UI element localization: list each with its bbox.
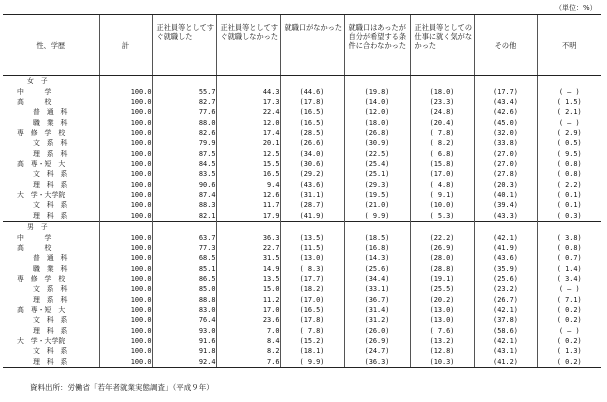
cell-c5: (22.2) [410, 232, 474, 242]
cell-c7: ( 0.7) [537, 253, 601, 263]
row-label: 文 系 科 [33, 139, 68, 148]
cell-total: 100.0 [99, 357, 152, 368]
table-row [3, 200, 601, 210]
cell-c4: (21.0) [344, 200, 410, 210]
cell-total [99, 221, 152, 232]
cell-c6: (45.0) [474, 117, 537, 127]
cell-c5: (25.5) [410, 284, 474, 294]
header-no-intention: 正社員等としての仕事に就く気がなかった [410, 15, 474, 76]
cell-c7: ( 3.4) [537, 274, 601, 284]
cell-c1: 88.0 [152, 117, 216, 127]
cell-c7: ( 2.1) [537, 107, 601, 117]
cell-c4: (22.5) [344, 148, 410, 158]
cell-c6: (39.4) [474, 200, 537, 210]
cell-c2 [216, 221, 280, 232]
cell-c7: ( 0.2) [537, 315, 601, 325]
cell-c2 [216, 76, 280, 87]
cell-total: 100.0 [99, 336, 152, 346]
cell-c3: (13.0) [280, 253, 344, 263]
cell-c6 [474, 221, 537, 232]
cell-c7: ( 0.1) [537, 200, 601, 210]
cell-c3: (41.9) [280, 211, 344, 222]
cell-c5: (20.2) [410, 294, 474, 304]
cell-c6 [474, 76, 537, 87]
cell-c6: (26.7) [474, 294, 537, 304]
cell-c1: 84.5 [152, 159, 216, 169]
cell-c1: 77.3 [152, 243, 216, 253]
row-label: 文 科 系 [33, 201, 68, 210]
cell-c3: (11.5) [280, 243, 344, 253]
table-row [3, 232, 601, 242]
cell-c3: ( 8.3) [280, 263, 344, 273]
header-conditions-mismatch: 就職口はあったが自分が希望する条件に合わなかった [344, 15, 410, 76]
row-label: 普 通 科 [33, 254, 68, 263]
row-label: 理 系 科 [33, 149, 68, 158]
cell-c6: (40.1) [474, 190, 537, 200]
cell-c3: (13.5) [280, 232, 344, 242]
cell-c3 [280, 76, 344, 87]
cell-c4: (14.3) [344, 253, 410, 263]
row-label: 理 科 系 [33, 211, 68, 220]
cell-c5 [410, 221, 474, 232]
cell-c2: 15.5 [216, 159, 280, 169]
cell-c5: (23.3) [410, 97, 474, 107]
cell-c5: (18.0) [410, 86, 474, 96]
cell-c4 [344, 76, 410, 87]
cell-c3: (28.7) [280, 200, 344, 210]
row-label: 職 業 科 [33, 264, 68, 273]
cell-c6: (43.3) [474, 211, 537, 222]
cell-c3: (34.0) [280, 148, 344, 158]
cell-c2: 11.2 [216, 294, 280, 304]
cell-c6: (33.8) [474, 138, 537, 148]
cell-c2: 12.5 [216, 148, 280, 158]
cell-c4: (36.7) [344, 294, 410, 304]
cell-c4 [344, 221, 410, 232]
cell-c5 [410, 76, 474, 87]
cell-c2: 17.3 [216, 97, 280, 107]
table-row [3, 305, 601, 315]
row-label: 高 専・短 大 [17, 160, 66, 168]
cell-c6: (17.7) [474, 86, 537, 96]
row-label: 専 修 学 校 [17, 274, 66, 283]
row-label: 文 系 科 [33, 285, 68, 294]
cell-c4: (26.0) [344, 325, 410, 335]
cell-c4: (16.8) [344, 243, 410, 253]
row-label: 職 業 科 [33, 118, 68, 127]
cell-c2: 23.6 [216, 315, 280, 325]
cell-c2: 20.1 [216, 138, 280, 148]
cell-c2: 12.6 [216, 190, 280, 200]
cell-c3: (18.1) [280, 346, 344, 356]
cell-c4: (18.5) [344, 232, 410, 242]
cell-c1: 82.6 [152, 128, 216, 138]
cell-c7: ( 0.3) [537, 211, 601, 222]
cell-c7 [537, 221, 601, 232]
table-row [3, 128, 601, 138]
cell-c5: (13.0) [410, 305, 474, 315]
row-label: 文 科 系 [33, 170, 68, 179]
table-row [3, 325, 601, 335]
cell-c1: 82.7 [152, 97, 216, 107]
row-label: 理 科 系 [33, 180, 68, 189]
table-row [3, 169, 601, 179]
cell-c4: (19.5) [344, 190, 410, 200]
cell-c5: (24.8) [410, 107, 474, 117]
cell-c4: (19.8) [344, 86, 410, 96]
cell-total: 100.0 [99, 253, 152, 263]
cell-c7 [537, 76, 601, 87]
header-hired-immediately: 正社員等としてすぐ就職した [152, 15, 216, 76]
cell-c5: (17.0) [410, 169, 474, 179]
cell-c6: (27.8) [474, 169, 537, 179]
cell-c1: 63.7 [152, 232, 216, 242]
cell-c1: 88.3 [152, 200, 216, 210]
table-row [3, 97, 601, 107]
cell-c1: 55.7 [152, 86, 216, 96]
row-label: 高 専・短 大 [17, 305, 66, 314]
header-no-openings: 就職口がなかった [280, 15, 344, 76]
cell-c7: ( ― ) [537, 86, 601, 96]
header-row [3, 15, 601, 76]
row-label: 普 通 科 [33, 108, 68, 117]
cell-total [99, 76, 152, 87]
cell-total: 100.0 [99, 325, 152, 335]
cell-c3: (17.7) [280, 274, 344, 284]
cell-c3: (17.8) [280, 315, 344, 325]
table-row [3, 180, 601, 190]
cell-c2: 8.2 [216, 346, 280, 356]
cell-c7: ( ― ) [537, 117, 601, 127]
cell-c3: (31.1) [280, 190, 344, 200]
cell-c6: (37.8) [474, 315, 537, 325]
cell-c4: (33.1) [344, 284, 410, 294]
cell-c2: 17.0 [216, 305, 280, 315]
cell-c2: 17.4 [216, 128, 280, 138]
table-row [3, 211, 601, 222]
cell-c4: (30.9) [344, 138, 410, 148]
row-label: 中 学 [17, 233, 52, 242]
cell-c7: ( ― ) [537, 325, 601, 335]
cell-c2: 9.4 [216, 180, 280, 190]
cell-c5: (10.3) [410, 357, 474, 368]
cell-c4: (36.3) [344, 357, 410, 368]
cell-c6: (20.3) [474, 180, 537, 190]
cell-c4: (26.9) [344, 336, 410, 346]
row-label: 文 科 系 [33, 316, 68, 325]
cell-c3: (43.6) [280, 180, 344, 190]
cell-c1: 77.6 [152, 107, 216, 117]
cell-c4: (34.4) [344, 274, 410, 284]
cell-total: 100.0 [99, 284, 152, 294]
cell-c7: ( 0.8) [537, 159, 601, 169]
table-row [3, 86, 601, 96]
employment-status-table [3, 14, 601, 368]
cell-total: 100.0 [99, 200, 152, 210]
cell-c5: ( 4.8) [410, 180, 474, 190]
cell-total: 100.0 [99, 128, 152, 138]
cell-c6: (43.1) [474, 346, 537, 356]
cell-c4: (26.8) [344, 128, 410, 138]
cell-c3: (17.0) [280, 294, 344, 304]
cell-c6: (27.0) [474, 148, 537, 158]
cell-c7: ( 1.3) [537, 346, 601, 356]
cell-c4: (31.2) [344, 315, 410, 325]
cell-c3: (15.2) [280, 336, 344, 346]
cell-c7: ( 2.2) [537, 180, 601, 190]
row-label: 高 校 [17, 97, 52, 106]
cell-c6: (32.0) [474, 128, 537, 138]
cell-c7: ( 9.5) [537, 148, 601, 158]
cell-c4: (12.0) [344, 107, 410, 117]
cell-total: 100.0 [99, 86, 152, 96]
row-label: 大 学・大学院 [17, 191, 66, 200]
cell-c5: ( 8.2) [410, 138, 474, 148]
cell-total: 100.0 [99, 138, 152, 148]
cell-c1: 83.0 [152, 305, 216, 315]
table-row [3, 159, 601, 169]
table-body [3, 76, 601, 368]
table-row [3, 138, 601, 148]
cell-c7: ( 0.2) [537, 357, 601, 368]
cell-c3: ( 9.9) [280, 357, 344, 368]
cell-c7: ( ― ) [537, 284, 601, 294]
row-label: 高 校 [17, 243, 52, 252]
table-row [3, 253, 601, 263]
cell-c6: (42.6) [474, 107, 537, 117]
cell-c2: 36.3 [216, 232, 280, 242]
cell-c6: (25.6) [474, 274, 537, 284]
cell-c7: ( 1.4) [537, 263, 601, 273]
cell-c1: 88.8 [152, 294, 216, 304]
cell-c4: (25.6) [344, 263, 410, 273]
cell-c6: (42.1) [474, 336, 537, 346]
cell-c1: 68.5 [152, 253, 216, 263]
cell-c5: (19.1) [410, 274, 474, 284]
cell-c2: 7.0 [216, 325, 280, 335]
cell-c2: 7.6 [216, 357, 280, 368]
cell-c2: 11.7 [216, 200, 280, 210]
cell-c5: (28.0) [410, 253, 474, 263]
table-row [3, 336, 601, 346]
cell-total: 100.0 [99, 315, 152, 325]
cell-c5: (26.9) [410, 243, 474, 253]
cell-total: 100.0 [99, 243, 152, 253]
cell-c2: 44.3 [216, 86, 280, 96]
cell-c5: ( 7.6) [410, 325, 474, 335]
table-row [3, 148, 601, 158]
cell-c5: (20.4) [410, 117, 474, 127]
cell-c6: (23.2) [474, 284, 537, 294]
cell-c1: 79.9 [152, 138, 216, 148]
header-other: その他 [474, 15, 537, 76]
cell-c7: ( 1.5) [537, 97, 601, 107]
cell-c1 [152, 221, 216, 232]
cell-c1: 85.0 [152, 284, 216, 294]
row-label: 専 修 学 校 [17, 128, 66, 137]
cell-c2: 8.4 [216, 336, 280, 346]
cell-c2: 14.9 [216, 263, 280, 273]
header-unknown: 不明 [537, 15, 601, 76]
cell-c1: 82.1 [152, 211, 216, 222]
cell-c3: (18.2) [280, 284, 344, 294]
row-label: 理 科 系 [33, 326, 68, 335]
cell-c7: ( 0.1) [537, 190, 601, 200]
cell-c2: 22.7 [216, 243, 280, 253]
cell-c4: (29.3) [344, 180, 410, 190]
cell-total: 100.0 [99, 180, 152, 190]
header-category: 性、学歴 [3, 15, 99, 76]
cell-c1: 85.1 [152, 263, 216, 273]
cell-c7: ( 0.2) [537, 305, 601, 315]
cell-c5: (15.8) [410, 159, 474, 169]
cell-total: 100.0 [99, 190, 152, 200]
cell-total: 100.0 [99, 305, 152, 315]
row-label: 文 科 系 [33, 347, 68, 356]
cell-c4: ( 9.9) [344, 211, 410, 222]
cell-c5: (10.0) [410, 200, 474, 210]
cell-c4: (14.0) [344, 97, 410, 107]
cell-c5: (13.0) [410, 315, 474, 325]
cell-c2: 13.5 [216, 274, 280, 284]
cell-c3: (30.6) [280, 159, 344, 169]
cell-c1: 76.4 [152, 315, 216, 325]
cell-total: 100.0 [99, 232, 152, 242]
table-row [3, 107, 601, 117]
cell-c7: ( 0.5) [537, 138, 601, 148]
cell-c6: (42.1) [474, 305, 537, 315]
cell-c2: 22.4 [216, 107, 280, 117]
cell-c4: (25.4) [344, 159, 410, 169]
row-label: 男 子 [3, 221, 99, 232]
cell-c3: ( 7.8) [280, 325, 344, 335]
row-label: 理 系 科 [33, 295, 68, 304]
table-row [3, 284, 601, 294]
cell-c6: (41.2) [474, 357, 537, 368]
table-row [3, 274, 601, 284]
cell-c6: (35.9) [474, 263, 537, 273]
cell-c1: 83.5 [152, 169, 216, 179]
cell-c2: 12.0 [216, 117, 280, 127]
table-row [3, 357, 601, 368]
cell-total: 100.0 [99, 117, 152, 127]
header-not-hired-immediately: 正社員等としてすぐ就職しなかった [216, 15, 280, 76]
cell-c5: ( 6.8) [410, 148, 474, 158]
unit-label: （単位：%） [555, 4, 597, 12]
cell-c4: (31.4) [344, 305, 410, 315]
cell-c4: (18.0) [344, 117, 410, 127]
cell-c6: (43.6) [474, 253, 537, 263]
cell-total: 100.0 [99, 148, 152, 158]
cell-total: 100.0 [99, 107, 152, 117]
cell-c1 [152, 76, 216, 87]
cell-c6: (42.1) [474, 232, 537, 242]
cell-c7: ( 2.9) [537, 128, 601, 138]
cell-c6: (58.6) [474, 325, 537, 335]
row-label: 大 学・大学院 [17, 337, 66, 345]
cell-c1: 91.6 [152, 336, 216, 346]
cell-c4: (24.7) [344, 346, 410, 356]
cell-c1: 93.0 [152, 325, 216, 335]
cell-total: 100.0 [99, 346, 152, 356]
cell-c5: (28.8) [410, 263, 474, 273]
cell-c3: (16.5) [280, 117, 344, 127]
table-row [3, 294, 601, 304]
table-row [3, 117, 601, 127]
cell-c3 [280, 221, 344, 232]
cell-total: 100.0 [99, 211, 152, 222]
cell-c1: 92.4 [152, 357, 216, 368]
cell-c2: 17.9 [216, 211, 280, 222]
cell-c3: (29.2) [280, 169, 344, 179]
table-row [3, 346, 601, 356]
cell-c1: 86.5 [152, 274, 216, 284]
cell-c5: (13.2) [410, 336, 474, 346]
table-row [3, 190, 601, 200]
table-row [3, 76, 601, 87]
cell-c3: (44.6) [280, 86, 344, 96]
table-row [3, 263, 601, 273]
cell-c7: ( 0.8) [537, 243, 601, 253]
cell-c3: (16.5) [280, 305, 344, 315]
cell-c1: 87.5 [152, 148, 216, 158]
cell-c6: (43.4) [474, 97, 537, 107]
cell-c3: (17.8) [280, 97, 344, 107]
cell-total: 100.0 [99, 169, 152, 179]
cell-c3: (28.5) [280, 128, 344, 138]
cell-c3: (26.6) [280, 138, 344, 148]
cell-c3: (16.5) [280, 107, 344, 117]
cell-total: 100.0 [99, 263, 152, 273]
cell-c7: ( 7.1) [537, 294, 601, 304]
header-total: 計 [99, 15, 152, 76]
cell-c5: ( 9.1) [410, 190, 474, 200]
cell-c7: ( 0.8) [537, 169, 601, 179]
cell-c1: 91.8 [152, 346, 216, 356]
table-row [3, 221, 601, 232]
cell-c6: (41.9) [474, 243, 537, 253]
cell-c5: (12.8) [410, 346, 474, 356]
cell-c2: 15.0 [216, 284, 280, 294]
cell-c5: ( 7.8) [410, 128, 474, 138]
row-label: 中 学 [17, 87, 52, 96]
row-label: 理 科 系 [3, 357, 99, 368]
cell-c5: ( 5.3) [410, 211, 474, 222]
row-label: 女 子 [27, 77, 48, 86]
cell-c1: 90.6 [152, 180, 216, 190]
cell-total: 100.0 [99, 274, 152, 284]
cell-c1: 87.4 [152, 190, 216, 200]
cell-total: 100.0 [99, 97, 152, 107]
table-row [3, 315, 601, 325]
cell-total: 100.0 [99, 294, 152, 304]
cell-c6: (27.0) [474, 159, 537, 169]
cell-total: 100.0 [99, 159, 152, 169]
cell-c7: ( 0.2) [537, 336, 601, 346]
cell-c4: (25.1) [344, 169, 410, 179]
source-note: 資料出所：労働省「若年者就業実態調査」（平成９年） [30, 383, 214, 392]
table-row [3, 243, 601, 253]
cell-c7: ( 3.8) [537, 232, 601, 242]
cell-c2: 16.5 [216, 169, 280, 179]
cell-c2: 31.5 [216, 253, 280, 263]
